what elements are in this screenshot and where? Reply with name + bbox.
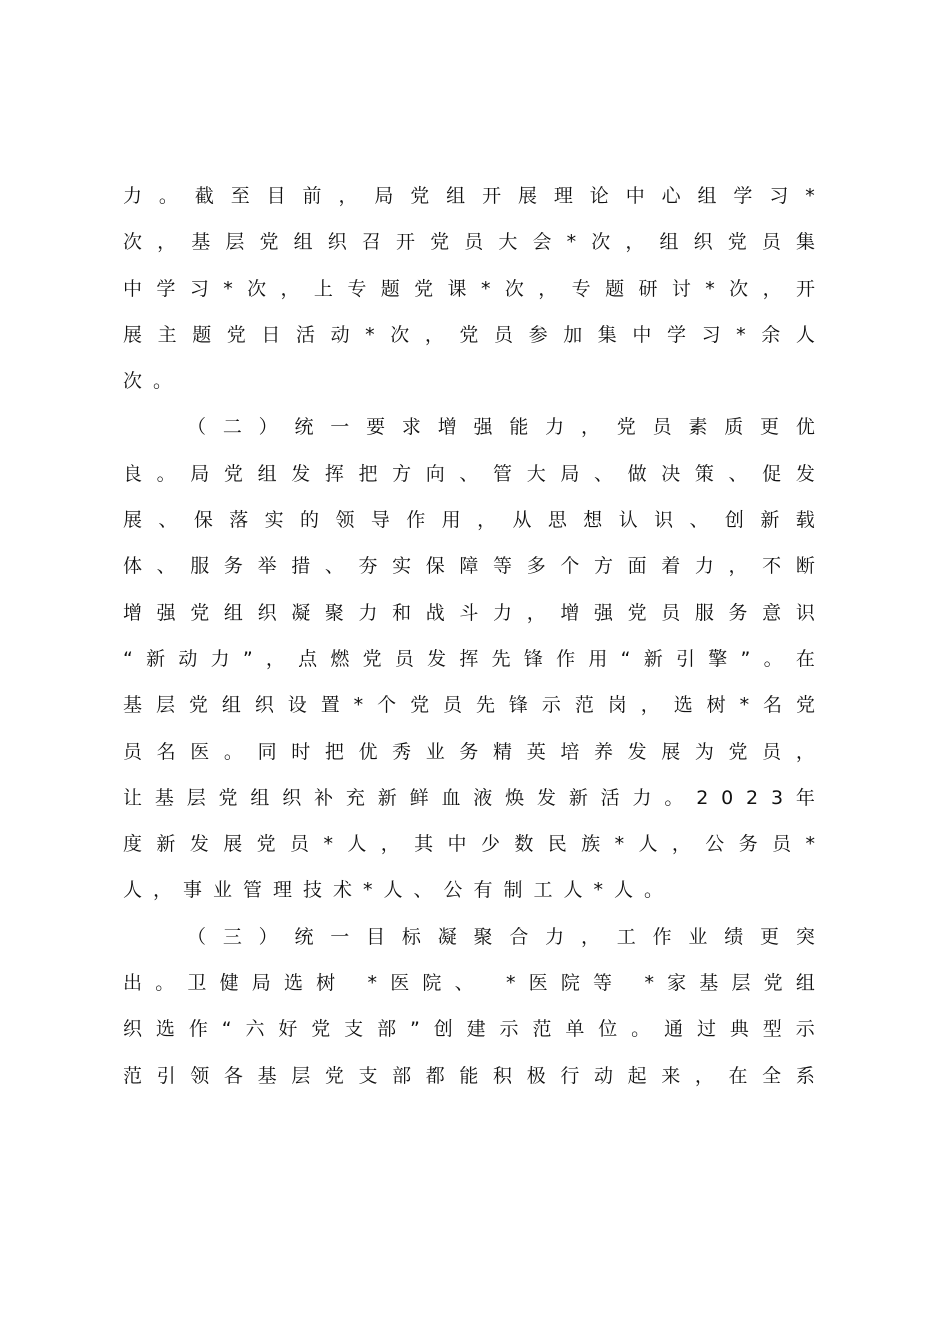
text-line xyxy=(123,867,815,913)
text-line-content: （ 二 ） 统 一 要 求 增 强 能 力 ， 党 员 素 质 更 优 xyxy=(187,416,815,439)
document-body xyxy=(123,173,815,1099)
text-line-content: 次。 xyxy=(123,370,184,393)
text-line xyxy=(123,404,815,450)
text-line xyxy=(123,682,815,728)
text-line-content: 让 基 层 党 组 织 补 充 新 鲜 血 液 焕 发 新 活 力 。 2 0 2 3 年 xyxy=(123,786,815,809)
text-line xyxy=(123,497,815,543)
text-line xyxy=(123,821,815,867)
text-line xyxy=(123,775,815,821)
text-line-content: （ 三 ） 统 一 目 标 凝 聚 合 力 ， 工 作 业 绩 更 突 xyxy=(187,925,815,948)
text-line-content: 员 名 医 。 同 时 把 优 秀 业 务 精 英 培 养 发 展 为 党 员 ， xyxy=(123,740,815,763)
text-line xyxy=(123,960,815,1006)
text-line-content: 体 、 服 务 举 措 、 夯 实 保 障 等 多 个 方 面 着 力 ， 不 断 xyxy=(123,555,815,578)
text-line-content: 度 新 发 展 党 员 * 人 ， 其 中 少 数 民 族 * 人 ， 公 务 员 * xyxy=(123,833,815,856)
text-line xyxy=(123,266,815,312)
text-line-content: 展 主 题 党 日 活 动 * 次 ， 党 员 参 加 集 中 学 习 * 余 人 xyxy=(123,323,815,346)
text-line xyxy=(123,173,815,219)
text-line xyxy=(123,1006,815,1052)
text-line-content: 出 。 卫 健 局 选 树 * 医 院 、 * 医 院 等 * 家 基 层 党 组 xyxy=(123,972,815,995)
text-line xyxy=(123,1053,815,1099)
text-line-content: “ 新 动 力 ” ， 点 燃 党 员 发 挥 先 锋 作 用 “ 新 引 擎 ” 。 在 xyxy=(123,647,815,670)
text-line-content: 增 强 党 组 织 凝 聚 力 和 战 斗 力 ， 增 强 党 员 服 务 意 识 xyxy=(123,601,815,624)
text-line xyxy=(123,543,815,589)
text-line-content: 次 ， 基 层 党 组 织 召 开 党 员 大 会 * 次 ， 组 织 党 员 集 xyxy=(123,231,815,254)
text-line xyxy=(123,914,815,960)
text-line-content: 基 层 党 组 织 设 置 * 个 党 员 先 锋 示 范 岗 ， 选 树 * 名 党 xyxy=(123,694,815,717)
text-line-content: 力 。 截 至 目 前 ， 局 党 组 开 展 理 论 中 心 组 学 习 * xyxy=(123,185,815,207)
text-line-content: 范 引 领 各 基 层 党 支 部 都 能 积 极 行 动 起 来 ， 在 全 系 xyxy=(123,1064,815,1087)
text-line xyxy=(123,219,815,265)
text-line-content: 良 。 局 党 组 发 挥 把 方 向 、 管 大 局 、 做 决 策 、 促 发 xyxy=(123,462,815,485)
text-line xyxy=(123,729,815,775)
text-line xyxy=(123,451,815,497)
text-line xyxy=(123,590,815,636)
text-line xyxy=(123,636,815,682)
text-line-content: 展 、 保 落 实 的 领 导 作 用 ， 从 思 想 认 识 、 创 新 载 xyxy=(123,509,815,532)
text-line-content: 中 学 习 * 次 ， 上 专 题 党 课 * 次 ， 专 题 研 讨 * 次 ， 开 xyxy=(123,277,815,300)
text-line xyxy=(123,312,815,358)
text-line-content: 人，事业管理技术*人、公有制工人*人。 xyxy=(123,879,675,902)
text-line xyxy=(123,358,815,404)
text-line-content: 织 选 作 “ 六 好 党 支 部 ” 创 建 示 范 单 位 。 通 过 典 型 示 xyxy=(123,1018,815,1041)
